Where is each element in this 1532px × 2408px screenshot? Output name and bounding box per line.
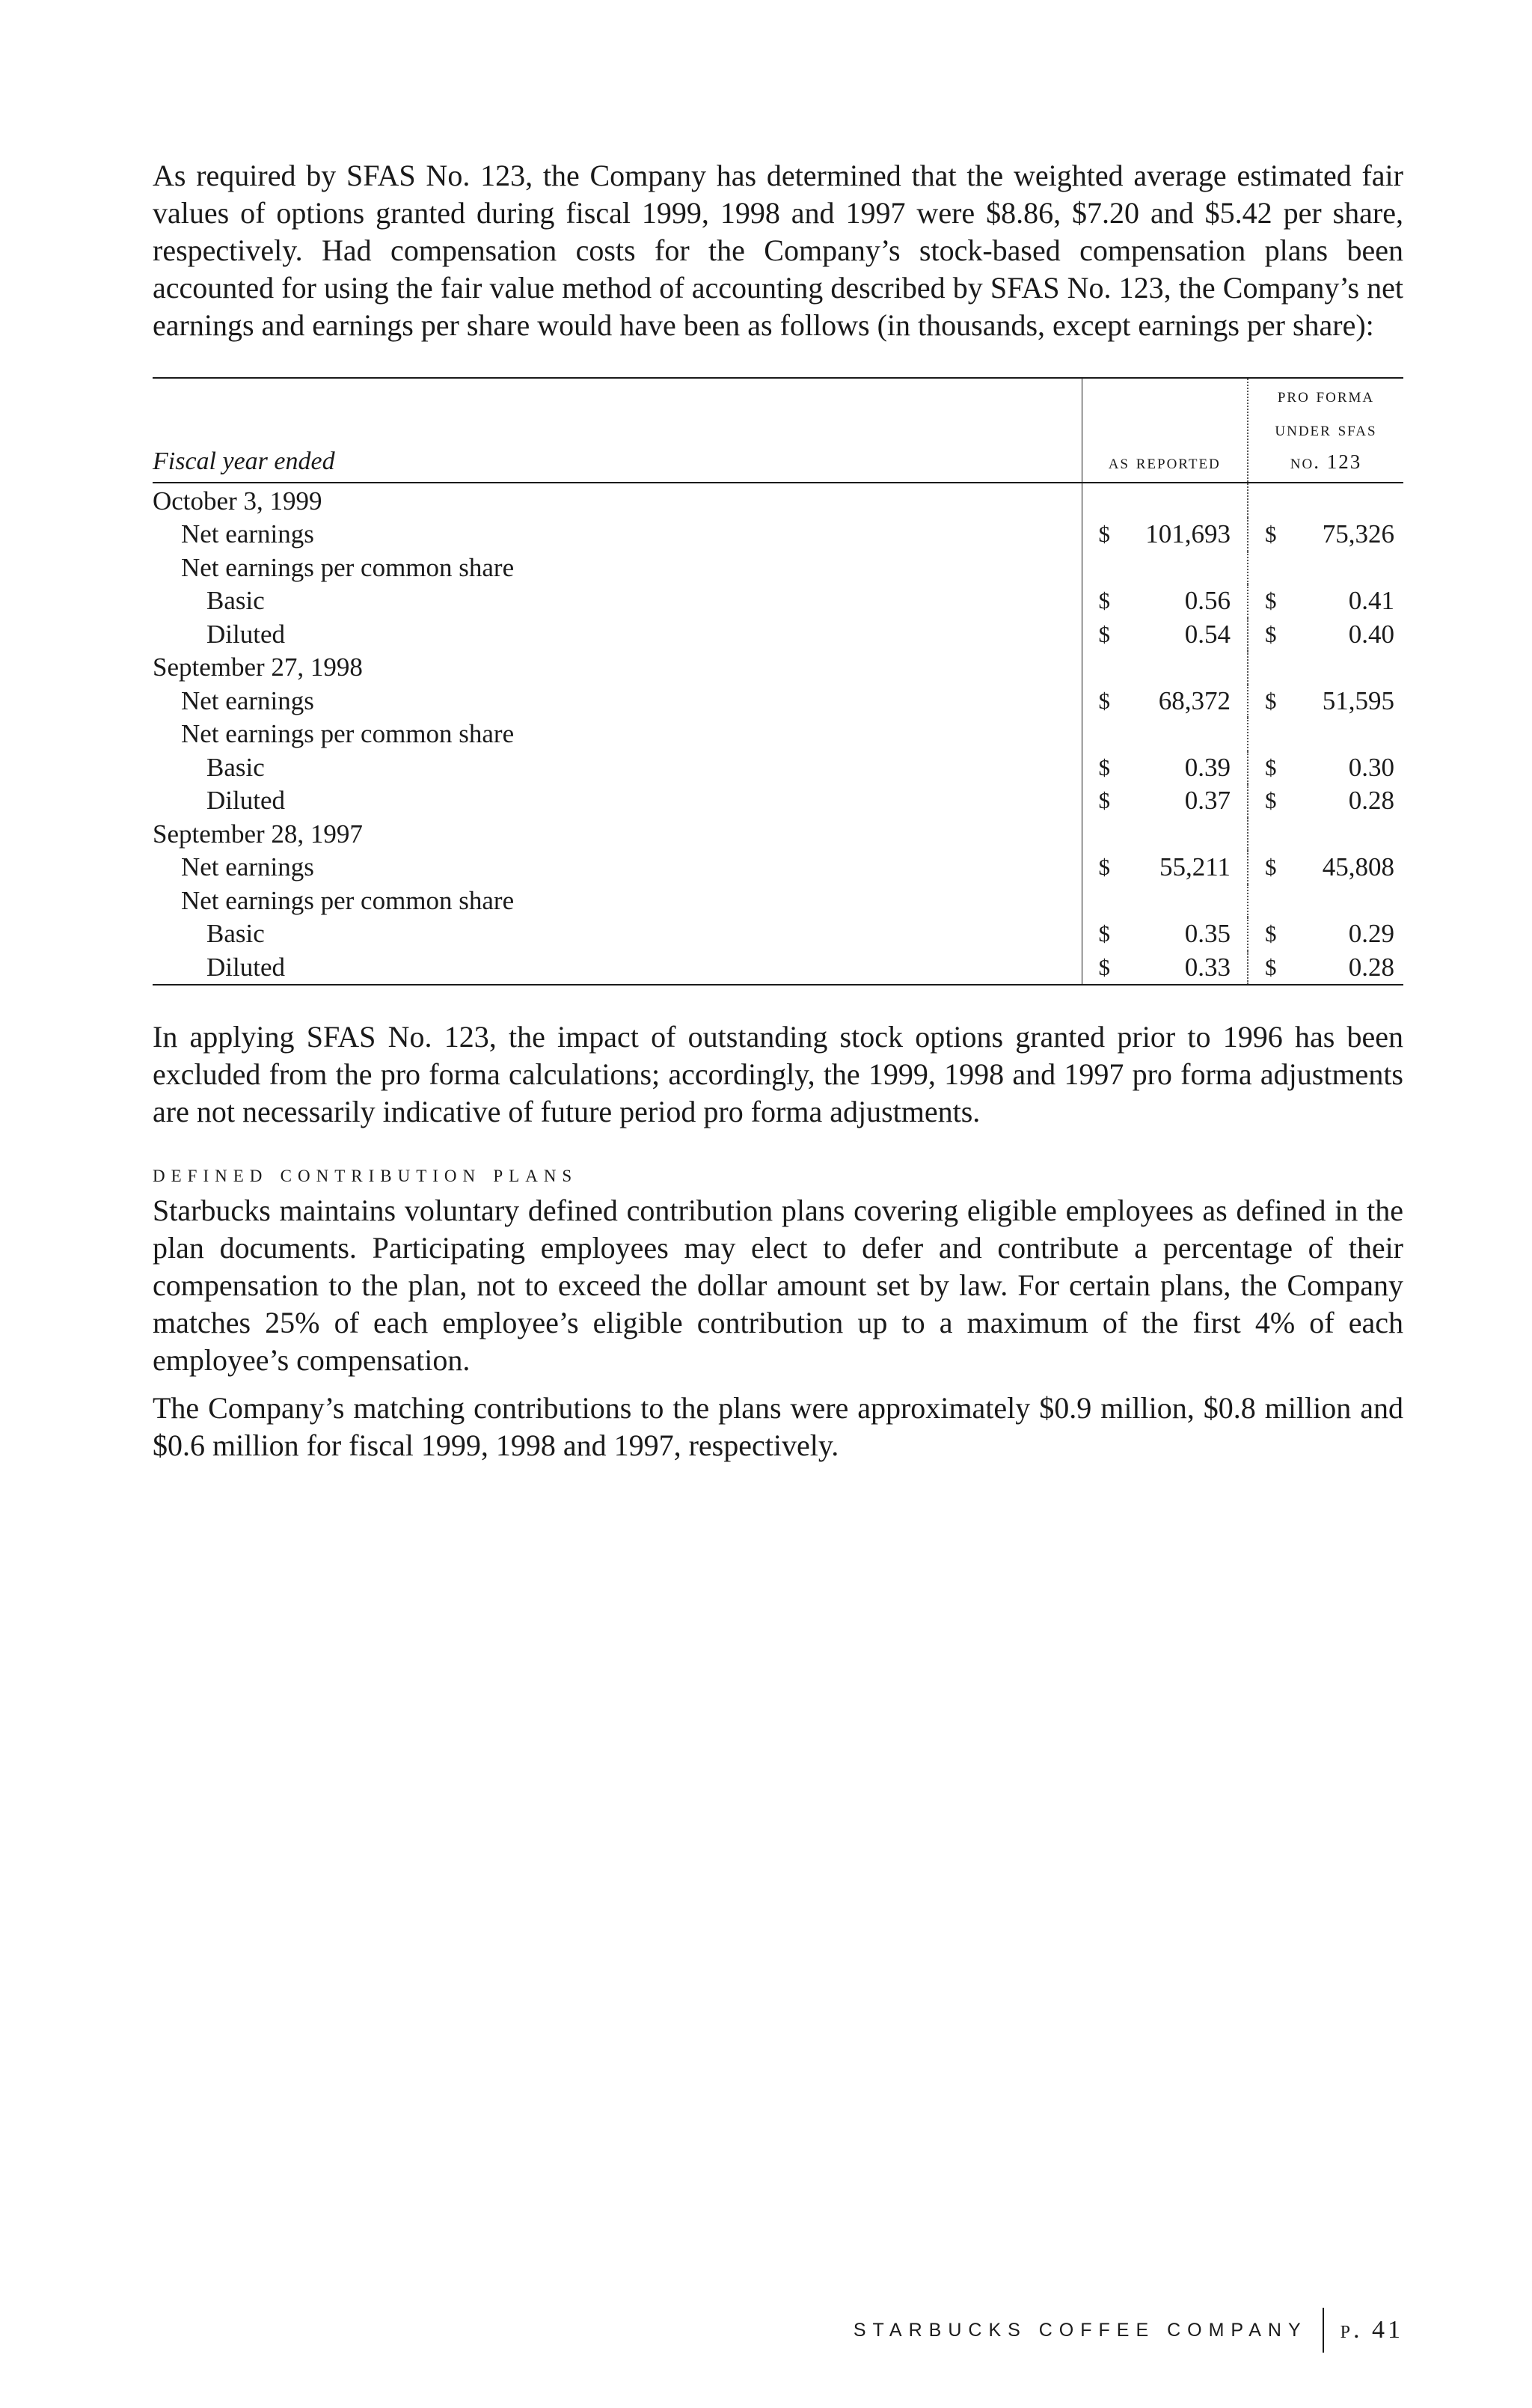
net-earnings-label: Net earnings — [181, 519, 314, 548]
diluted-pro-forma: 0.40 — [1348, 619, 1394, 649]
net-earnings-label: Net earnings — [181, 685, 314, 715]
diluted-label: Diluted — [206, 786, 285, 815]
table-row — [153, 851, 1403, 884]
as-reported-header: as reported — [1082, 378, 1248, 483]
currency-symbol: $ — [1265, 521, 1277, 547]
diluted-label: Diluted — [206, 619, 285, 649]
year-date: September 27, 1998 — [153, 653, 363, 682]
currency-symbol: $ — [1098, 920, 1110, 947]
currency-symbol: $ — [1265, 953, 1277, 980]
basic-label: Basic — [206, 919, 265, 948]
basic-pro-forma: 0.41 — [1348, 586, 1394, 615]
currency-symbol: $ — [1098, 787, 1110, 813]
pro-forma-header-line1: pro forma — [1277, 384, 1375, 406]
applying-paragraph: In applying SFAS No. 123, the impact of outstanding stock options granted prior to 1996 has been excluded from the pro forma calculations; accordingly, the 1999, 1998 and 1997 pro forma adjustments are not necessarily indicative of future period pro forma adjustments. — [153, 1020, 1403, 1128]
page-number: p. 41 — [1340, 2316, 1403, 2344]
net-earnings-pro-forma: 51,595 — [1322, 685, 1394, 715]
diluted-pro-forma: 0.28 — [1348, 786, 1394, 815]
net-earnings-reported: 101,693 — [1145, 519, 1231, 548]
currency-symbol: $ — [1098, 620, 1110, 647]
table-row — [153, 518, 1403, 551]
currency-symbol: $ — [1265, 920, 1277, 947]
footer-company-name: STARBUCKS COFFEE COMPANY — [853, 2319, 1308, 2341]
basic-reported: 0.56 — [1184, 586, 1231, 615]
basic-reported: 0.35 — [1184, 919, 1231, 948]
table-row — [153, 884, 1403, 918]
diluted-reported: 0.33 — [1184, 952, 1231, 982]
net-earnings-pro-forma: 45,808 — [1322, 852, 1394, 881]
intro-paragraph: As required by SFAS No. 123, the Company has determined that the weighted average estimated fair values of options granted during fiscal 1999, 1998 and 1997 were $8.86, $7.20 and $5.42 per share, respectively. Had compensation costs for the Company’s stock-based compensation plans been accounted for using the fair value method of accounting described by SFAS No. 123, the Company’s net earnings and earnings per share would have been as follows (in thousands, except earnings per share): — [153, 159, 1403, 342]
currency-symbol: $ — [1098, 687, 1110, 714]
earnings-table — [153, 377, 1403, 985]
basic-pro-forma: 0.30 — [1348, 752, 1394, 782]
table-row — [153, 651, 1403, 685]
net-earnings-label: Net earnings — [181, 852, 314, 881]
diluted-pro-forma: 0.28 — [1348, 952, 1394, 982]
table-header-row — [153, 378, 1403, 483]
currency-symbol: $ — [1098, 854, 1110, 880]
currency-symbol: $ — [1265, 754, 1277, 780]
pro-forma-header-line3: no. 123 — [1290, 450, 1362, 473]
net-earnings-reported: 55,211 — [1159, 852, 1231, 881]
basic-reported: 0.39 — [1184, 752, 1231, 782]
fiscal-year-header: Fiscal year ended — [153, 378, 1082, 483]
section-heading: defined contribution plans — [153, 1161, 578, 1188]
table-row — [153, 951, 1403, 985]
document-page — [153, 157, 1403, 1464]
net-earnings-reported: 68,372 — [1158, 685, 1231, 715]
table-row — [153, 685, 1403, 718]
per-share-label: Net earnings per common share — [181, 885, 515, 915]
diluted-label: Diluted — [206, 952, 285, 982]
currency-symbol: $ — [1098, 953, 1110, 980]
table-row — [153, 751, 1403, 785]
currency-symbol: $ — [1265, 854, 1277, 880]
currency-symbol: $ — [1098, 754, 1110, 780]
currency-symbol: $ — [1098, 521, 1110, 547]
currency-symbol: $ — [1265, 687, 1277, 714]
per-share-label: Net earnings per common share — [181, 719, 515, 748]
diluted-reported: 0.54 — [1184, 619, 1231, 649]
currency-symbol: $ — [1265, 587, 1277, 614]
net-earnings-pro-forma: 75,326 — [1322, 519, 1394, 548]
table-row — [153, 618, 1403, 652]
contribution-paragraph-2: The Company’s matching contributions to the plans were approximately $0.9 million, $0.8 million and $0.6 million for fiscal 1999, 1998 and 1997, respectively. — [153, 1391, 1403, 1462]
basic-pro-forma: 0.29 — [1348, 919, 1394, 948]
pro-forma-header-line2: under sfas — [1275, 417, 1377, 440]
basic-label: Basic — [206, 586, 265, 615]
diluted-reported: 0.37 — [1184, 786, 1231, 815]
year-date: September 28, 1997 — [153, 819, 363, 849]
table-row — [153, 551, 1403, 585]
page-footer — [854, 2308, 1403, 2353]
per-share-label: Net earnings per common share — [181, 552, 515, 582]
basic-label: Basic — [206, 752, 265, 782]
year-date: October 3, 1999 — [153, 486, 322, 516]
contribution-paragraph-1: Starbucks maintains voluntary defined contribution plans covering eligible employees as defined in the plan documents. Participating employees may elect to defer and contribute a percentage of their compensation to the plan, not to exceed the dollar amount set by law. For certain plans, the Company matches 25% of each employee’s eligible contribution up to a maximum of the first 4% of each employee’s compensation. — [153, 1194, 1403, 1377]
currency-symbol: $ — [1098, 587, 1110, 614]
currency-symbol: $ — [1265, 787, 1277, 813]
table-row — [153, 584, 1403, 618]
currency-symbol: $ — [1265, 620, 1277, 647]
table-row — [153, 718, 1403, 751]
table-row — [153, 784, 1403, 818]
table-row — [153, 483, 1403, 519]
table-row — [153, 917, 1403, 951]
pro-forma-header — [1248, 378, 1403, 483]
table-row — [153, 818, 1403, 852]
